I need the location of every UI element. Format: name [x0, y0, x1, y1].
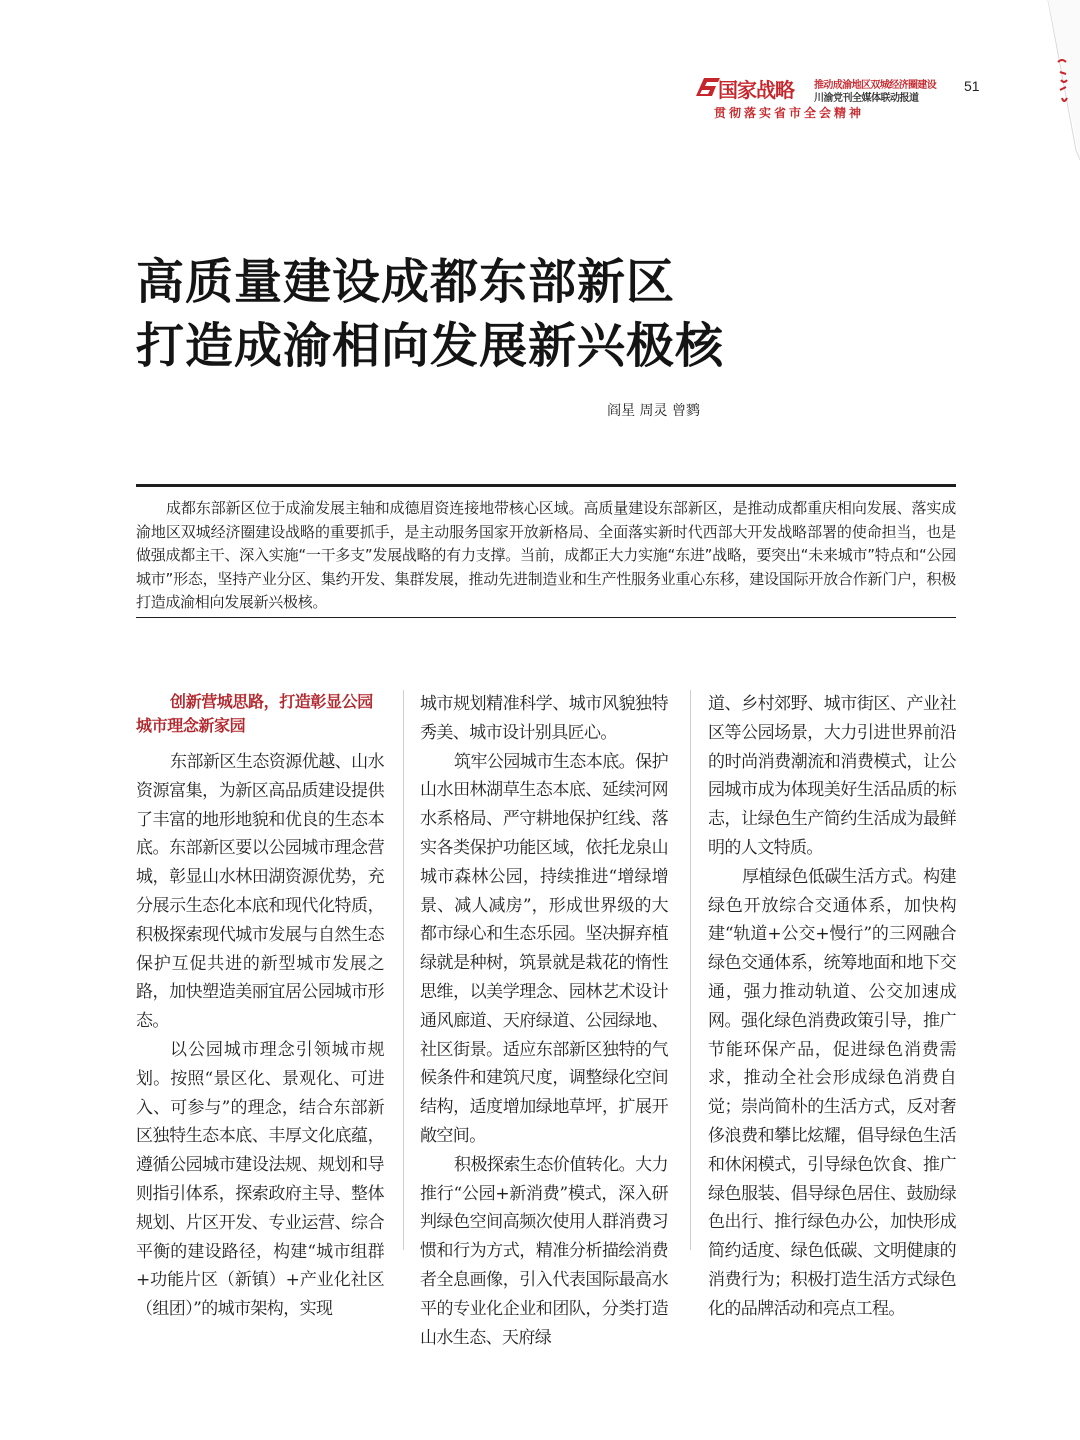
body-column-3 [708, 690, 956, 1324]
body-paragraph: 积极探索生态价值转化。大力推行“公园+新消费”模式，深入研判绿色空间高频次使用人群消费习惯和行为方式，精准分析描绘消费者全息画像，引入代表国际最高水平的专业化企业和团队，分类打造山水生态、天府绿 [420, 1154, 668, 1348]
abstract-top-rule [136, 484, 956, 487]
logo-tagline-2: 川渝党刊全媒体联动报道 [814, 93, 919, 104]
logo-wordmark: 国家战略 [718, 78, 794, 102]
body-paragraph: 东部新区生态资源优越、山水资源富集，为新区高品质建设提供了丰富的地形地貌和优良的生态本底。东部新区要以公园城市理念营城，彰显山水林田湖资源优势，充分展示生态化本底和现代化特质，积极探索现代城市发展与自然生态保护互促共进的新型城市发展之路，加快塑造美丽宜居公园城市形态。 [136, 752, 384, 1032]
column-divider [690, 690, 691, 1250]
body-column-2 [420, 690, 668, 1352]
body-paragraph-continued: 城市规划精准科学、城市风貌独特秀美、城市设计别具匠心。 [420, 694, 668, 743]
body-paragraph: 以公园城市理念引领城市规划。按照“景区化、景观化、可进入、可参与”的理念，结合东部新区独特生态本底、丰厚文化底蕴，遵循公园城市建设法规、规划和导则指引体系，探索政府主导、整体规划、片区开发、专业运营、综合平衡的建设路径，构建“城市组群+功能片区（新镇）+产业化社区（组团）”的城市架构，实现 [136, 1039, 384, 1320]
article-title [136, 250, 956, 378]
abstract-bottom-rule [136, 617, 956, 618]
column-divider [403, 690, 404, 1250]
article-authors: 阎星 周灵 曾鹨 [607, 403, 700, 419]
article-title-line-1: 高质量建设成都东部新区 [136, 254, 676, 310]
article-title-line-2: 打造成渝相向发展新兴极核 [136, 318, 725, 374]
body-column-1 [136, 690, 384, 1324]
body-paragraph-continued: 道、乡村郊野、城市街区、产业社区等公园场景，大力引进世界前沿的时尚消费潮流和消费模式，让公园城市成为体现美好生活品质的标志，让绿色生产简约生活成为最鲜明的人文特质。 [708, 694, 956, 858]
page-corner-decoration [1024, 0, 1080, 180]
body-paragraph: 厚植绿色低碳生活方式。构建绿色开放综合交通体系，加快构建“轨道+公交+慢行”的三网融合绿色交通体系，统筹地面和地下交通，强力推动轨道、公交加速成网。强化绿色消费政策引导，推广节能环保产品，促进绿色消费需求，推动全社会形成绿色消费自觉；崇尚简朴的生活方式，反对奢侈浪费和攀比炫耀，倡导绿色生活和休闲模式，引导绿色饮食、推广绿色服装、倡导绿色居住、鼓励绿色出行、推行绿色办公，加快形成简约适度、绿色低碳、文明健康的消费行为；积极打造生活方式绿色化的品牌活动和亮点工程。 [708, 866, 956, 1319]
section-heading: 创新营城思路，打造彰显公园城市理念新家园 [136, 692, 373, 735]
logo-tagline-1: 推动成渝地区双城经济圈建设 [814, 80, 937, 91]
publication-header [692, 74, 960, 124]
article-abstract: 成都东部新区位于成渝发展主轴和成德眉资连接地带核心区域。高质量建设东部新区，是推动成都重庆相向发展、落实成渝地区双城经济圈建设战略的重要抓手，是主动服务国家开放新格局、全面落实新时代西部大开发战略部署的使命担当，也是做强成都主干、深入实施“一干多支”发展战略的有力支撑。当前，成都正大力实施“东进”战略，要突出“未来城市”特点和“公园城市”形态，坚持产业分区、集约开发、集群发展，推动先进制造业和生产性服务业重心东移，建设国际开放合作新门户，积极打造成渝相向发展新兴极核。 [136, 499, 956, 611]
page-number: 51 [964, 78, 980, 94]
logo-subtitle: 贯彻落实省市全会精神 [714, 106, 865, 120]
body-paragraph: 筑牢公园城市生态本底。保护山水田林湖草生态本底、延续河网水系格局、严守耕地保护红线、落实各类保护功能区域，依托龙泉山城市森林公园，持续推进“增绿增景、减人减房”，形成世界级的大都市绿心和生态乐园。坚决摒弃植绿就是种树，筑景就是栽花的惰性思维，以美学理念、园林艺术设计通风廊道、天府绿道、公园绿地、社区街景。适应东部新区独特的气候条件和建筑尺度，调整绿化空间结构，适度增加绿地草坪，扩展开敞空间。 [420, 751, 668, 1146]
